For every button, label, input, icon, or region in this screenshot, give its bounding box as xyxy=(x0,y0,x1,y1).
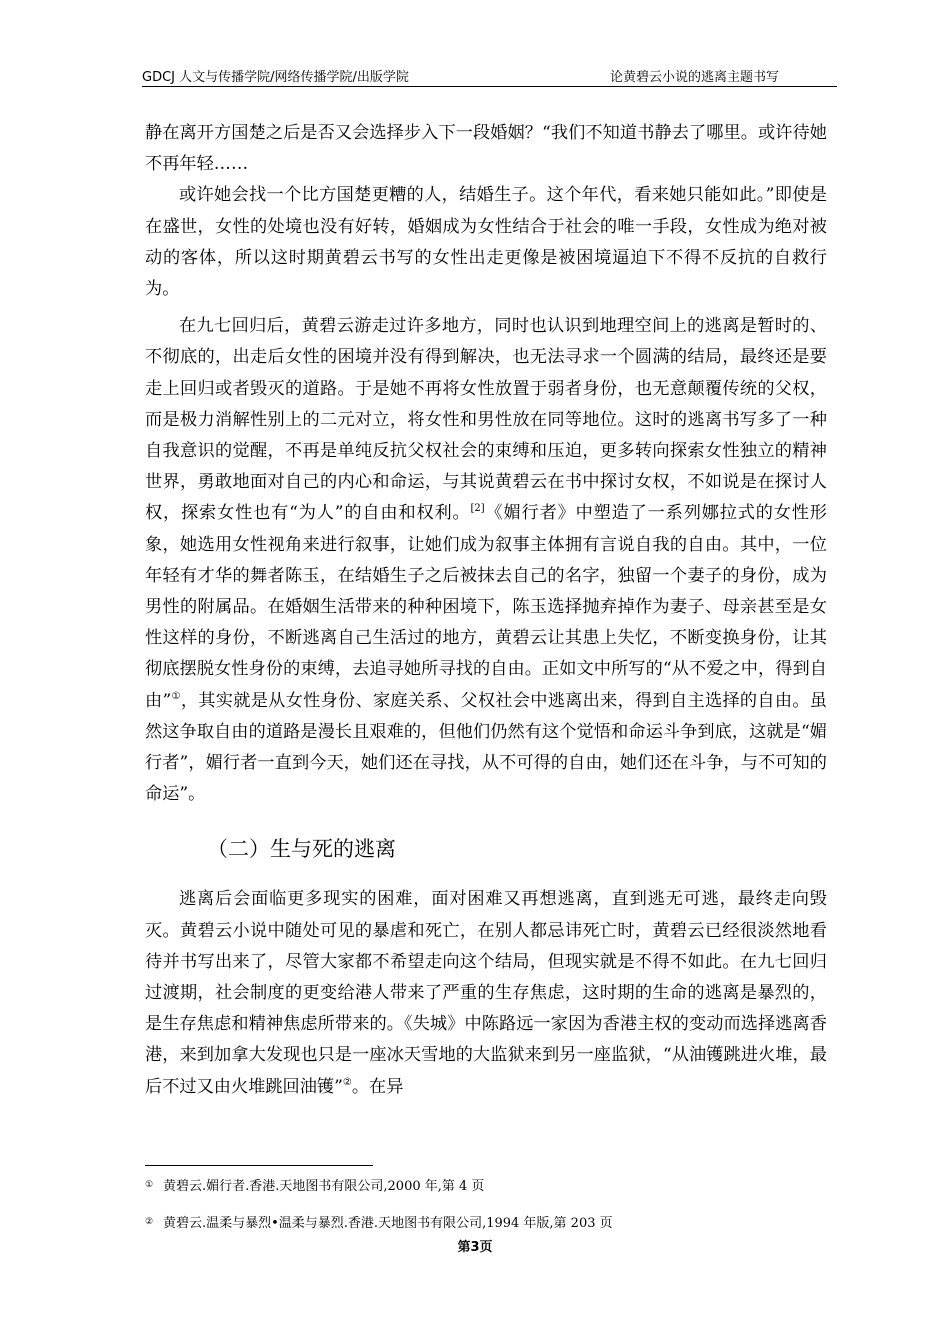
footnote-divider xyxy=(145,1165,373,1166)
footnote-text: 黄碧云.温柔与暴烈•温柔与暴烈.香港.天地图书有限公司,1994 年版,第 203 页 xyxy=(163,1216,613,1231)
paragraph-text: 。在异 xyxy=(351,1076,404,1097)
paragraph xyxy=(145,311,827,810)
paragraph: 或许她会找一个比方国楚更糟的人，结婚生子。这个年代，看来她只能如此。”即使是在盛世，女性的处境也没有好转，婚姻成为女性结合于社会的唯一手段，女性成为绝对被动的客体，所以这时期黄碧云书写的女性出走更像是被困境逼迫下不得不反抗的自救行为。 xyxy=(145,185,827,300)
citation-ref: [2] xyxy=(470,503,485,515)
footnote-text: 黄碧云.媚行者.香港.天地图书有限公司,2000 年,第 4 页 xyxy=(163,1179,485,1194)
paragraph-text: 《媚行者》中塑造了一系列娜拉式的女性形象，她选用女性视角来进行叙事，让她们成为叙事主体拥有言说自我的自由。其中，一位年轻有才华的舞者陈玉，在结婚生子之后被抹去自己的名字，独留一个妻子的身份，成为男性的附属品。在婚姻生活带来的种种困境下，陈玉选择抛弃掉作为妻子、母亲甚至是女性这样的身份，不断逃离自己生活过的地方，黄碧云让其患上失忆，不断变换身份，让其彻底摆脱女性身份的束缚，去追寻她所寻找的自由。正如文中所写的“从不爱之中，得到自由” xyxy=(145,503,827,711)
paragraph-text: ，其实就是从女性身份、家庭关系、父权社会中逃离出来，得到自主选择的自由。虽然这争取自由的道路是漫长且艰难的，但他们仍然有这个觉悟和命运斗争到底，这就是“媚行者”，媚行者一直到今天，她们还在寻找，从不可得的自由，她们还在斗争，与不可知的命运”。 xyxy=(145,690,827,805)
section-heading: （二）生与死的逃离 xyxy=(207,837,396,862)
footnote-mark: ① xyxy=(145,1180,154,1190)
running-header xyxy=(142,66,837,86)
footnote xyxy=(145,1176,484,1196)
footnote-mark: ② xyxy=(145,1217,154,1227)
paragraph-text: 在九七回归后，黄碧云游走过许多地方，同时也认识到地理空间上的逃离是暂时的、不彻底的，出走后女性的困境并没有得到解决，也无法寻求一个圆满的结局，最终还是要走上回归或者毁灭的道路。于是她不再将女性放置于弱者身份，也无意颠覆传统的父权，而是极力消解性别上的二元对立，将女性和男性放在同等地位。这时的逃离书写多了一种自我意识的觉醒，不再是单纯反抗父权社会的束缚和压迫，更多转向探索女性独立的精神世界，勇敢地面对自己的内心和命运，与其说黄碧云在书中探讨女权，不如说是在探讨人权，探索女性也有“为人”的自由和权利。 xyxy=(145,316,827,524)
footnote-ref: ① xyxy=(171,690,181,702)
footnote xyxy=(145,1213,613,1233)
paragraph-continuation: 静在离开方国楚之后是否又会选择步入下一段婚姻？“我们不知道书静去了哪里。或许待她不再年轻…… xyxy=(145,123,827,175)
paragraph-text: 逃离后会面临更多现实的困难，面对困难又再想逃离，直到逃无可逃，最终走向毁灭。黄碧云小说中随处可见的暴虐和死亡，在别人都忌讳死亡时，黄碧云已经很淡然地看待并书写出来了，尽管大家都不希望走向这个结局，但现实就是不得不如此。在九七回归过渡期，社会制度的更变给港人带来了严重的生存焦虑，这时期的生命的逃离是暴烈的，是生存焦虑和精神焦虑所带来的。《失城》中陈路远一家因为香港主权的变动而选择逃离香港，来到加拿大发现也只是一座冰天雪地的大监狱来到另一座监狱，“从油镬跳进火堆，最后不过又由火堆跳回油镬” xyxy=(145,889,827,1097)
footnote-ref: ② xyxy=(342,1076,352,1088)
header-paper-title: 论黄碧云小说的逃离主题书写 xyxy=(609,70,779,85)
header-divider xyxy=(142,86,837,87)
page-number: 第3页 xyxy=(457,1240,493,1255)
header-institution: GDCJ 人文与传播学院/网络传播学院/出版学院 xyxy=(142,70,409,85)
paragraph xyxy=(145,884,827,1102)
main-text xyxy=(145,118,827,1103)
